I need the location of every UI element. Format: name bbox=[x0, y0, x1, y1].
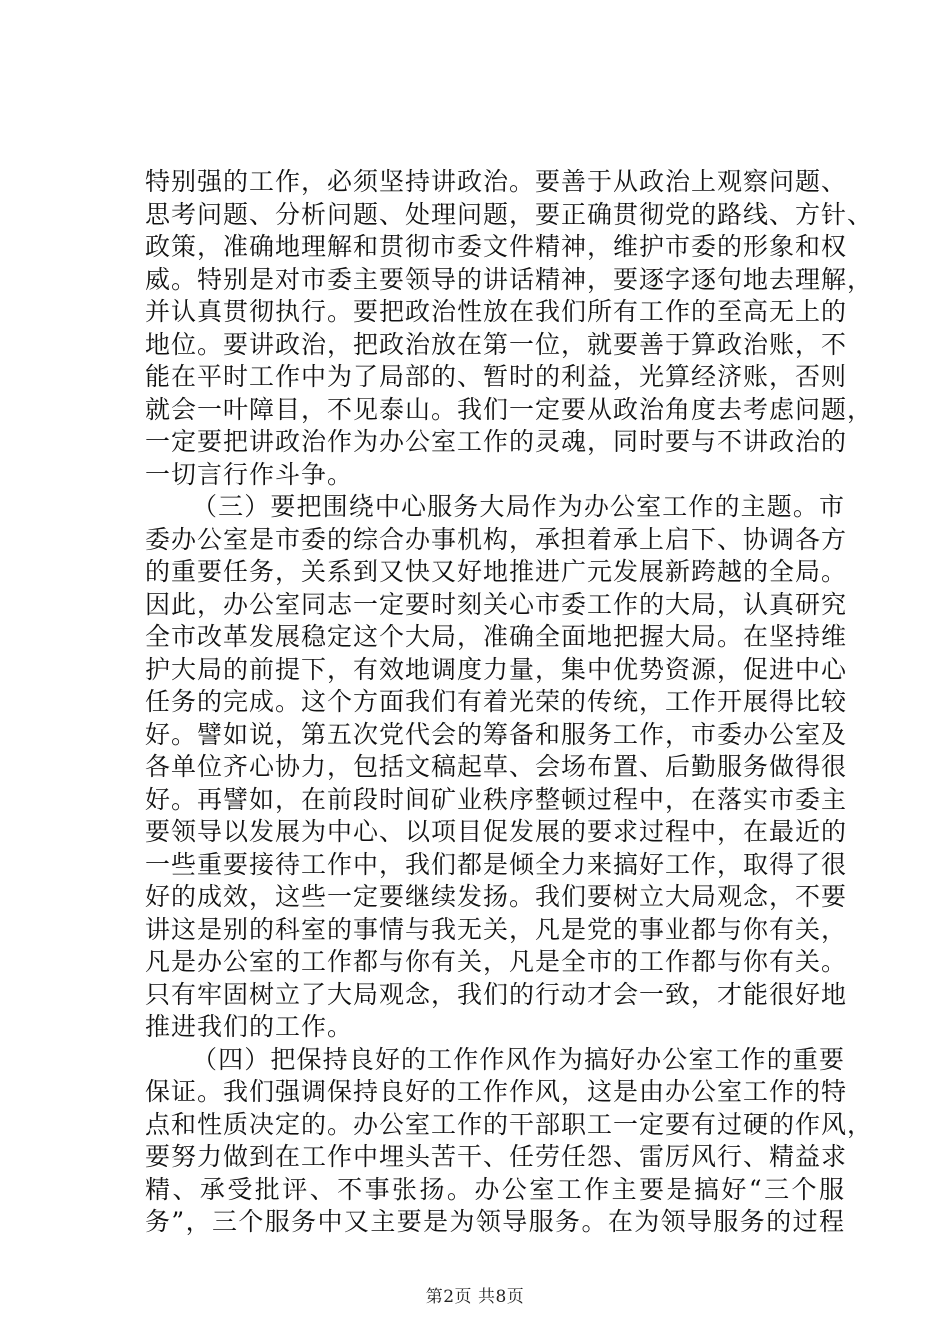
text-line: 好的成效，这些一定要继续发扬。我们要树立大局观念，不要 bbox=[145, 882, 848, 911]
text-line: （四）把保持良好的工作作风作为搞好办公室工作的重要 bbox=[192, 1044, 845, 1074]
text-line: 护大局的前提下，有效地调度力量，集中优势资源，促进中心 bbox=[145, 654, 848, 684]
text-line: 保证。我们强调保持良好的工作作风，这是由办公室工作的特 bbox=[145, 1077, 848, 1106]
text-line: （三）要把围绕中心服务大局作为办公室工作的主题。市 bbox=[192, 492, 845, 521]
text-line: 好。再譬如，在前段时间矿业秩序整顿过程中，在落实市委主 bbox=[145, 784, 848, 814]
text-line: 政策，准确地理解和贯彻市委文件精神，维护市委的形象和权 bbox=[145, 232, 848, 261]
text-line: 思考问题、分析问题、处理问题，要正确贯彻党的路线、方针、 bbox=[145, 199, 874, 229]
text-line: 凡是办公室的工作都与你有关，凡是全市的工作都与你有关。 bbox=[145, 947, 848, 976]
text-line: 精、承受批评、不事张扬。办公室工作主要是搞好“三个服 bbox=[145, 1174, 845, 1204]
text-line: 威。特别是对市委主要领导的讲话精神，要逐字逐句地去理解， bbox=[145, 264, 874, 294]
text-line: 并认真贯彻执行。要把政治性放在我们所有工作的至高无上的 bbox=[145, 297, 848, 326]
text-line: 讲这是别的科室的事情与我无关，凡是党的事业都与你有关， bbox=[145, 914, 848, 944]
page-footer: 第2页 共8页 bbox=[425, 1287, 525, 1307]
text-line: 一些重要接待工作中，我们都是倾全力来搞好工作，取得了很 bbox=[145, 849, 848, 879]
text-line: 要领导以发展为中心、以项目促发展的要求过程中，在最近的 bbox=[145, 817, 848, 846]
text-line: 就会一叶障目，不见泰山。我们一定要从政治角度去考虑问题， bbox=[145, 394, 874, 424]
text-line: 只有牢固树立了大局观念，我们的行动才会一致，才能很好地 bbox=[145, 979, 848, 1009]
text-line: 一定要把讲政治作为办公室工作的灵魂，同时要与不讲政治的 bbox=[145, 427, 848, 456]
text-line: 点和性质决定的。办公室工作的干部职工一定要有过硬的作风， bbox=[145, 1109, 874, 1139]
text-line: 各单位齐心协力，包括文稿起草、会场布置、后勤服务做得很 bbox=[145, 752, 848, 781]
text-line: 全市改革发展稳定这个大局，准确全面地把握大局。在坚持维 bbox=[145, 622, 848, 651]
text-line: 地位。要讲政治，把政治放在第一位，就要善于算政治账，不 bbox=[145, 329, 848, 359]
text-line: 任务的完成。这个方面我们有着光荣的传统，工作开展得比较 bbox=[145, 687, 848, 716]
text-line: 因此，办公室同志一定要时刻关心市委工作的大局，认真研究 bbox=[145, 589, 848, 619]
text-line: 推进我们的工作。 bbox=[145, 1012, 354, 1041]
document-body bbox=[145, 166, 874, 1239]
text-line: 务”，三个服务中又主要是为领导服务。在为领导服务的过程 bbox=[145, 1207, 845, 1236]
text-line: 一切言行作斗争。 bbox=[145, 459, 354, 489]
text-line: 委办公室是市委的综合办事机构，承担着承上启下、协调各方 bbox=[145, 524, 848, 554]
text-line: 的重要任务，关系到又快又好地推进广元发展新跨越的全局。 bbox=[145, 557, 848, 586]
text-line: 特别强的工作，必须坚持讲政治。要善于从政治上观察问题、 bbox=[145, 167, 848, 196]
text-line: 能在平时工作中为了局部的、暂时的利益，光算经济账，否则 bbox=[145, 362, 848, 391]
text-line: 好。譬如说，第五次党代会的筹备和服务工作，市委办公室及 bbox=[145, 719, 848, 749]
text-line: 要努力做到在工作中埋头苦干、任劳任怨、雷厉风行、精益求 bbox=[145, 1142, 848, 1171]
